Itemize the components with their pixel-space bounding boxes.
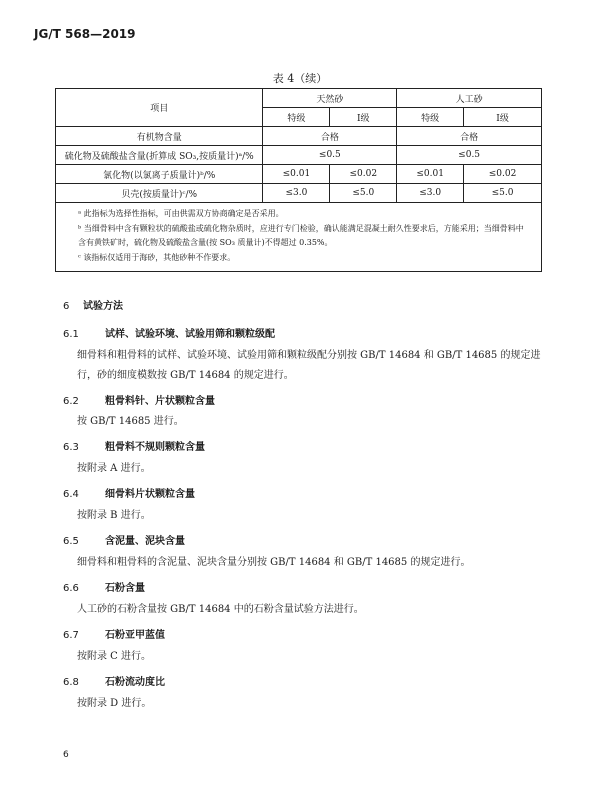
header-grade-one: Ⅰ级 bbox=[330, 108, 397, 127]
header-artificial-sand: 人工砂 bbox=[397, 89, 542, 108]
document-header: JG/T 568—2019 bbox=[34, 27, 136, 41]
section-6-5-heading bbox=[63, 532, 185, 547]
cell-value: ≤5.0 bbox=[330, 184, 397, 203]
header-natural-sand: 天然砂 bbox=[263, 89, 397, 108]
cell-value: ≤0.02 bbox=[330, 165, 397, 184]
section-title: 细骨料片状颗粒含量 bbox=[105, 489, 195, 500]
section-6-5-text: 细骨料和粗骨料的含泥量、泥块含量分别按 GB/T 14684 和 GB/T 14685 的规定进行。 bbox=[77, 557, 471, 568]
cell-value: ≤0.01 bbox=[397, 165, 464, 184]
section-6-3-heading bbox=[63, 438, 205, 453]
table-row bbox=[56, 146, 542, 165]
section-title: 试验方法 bbox=[83, 301, 123, 312]
section-6-8-heading bbox=[63, 673, 165, 688]
row-label: 硫化物及硫酸盐含量(折算成 SO₃,按质量计)ᵃ/% bbox=[56, 146, 263, 165]
table-caption: 表 4（续） bbox=[272, 72, 328, 85]
row-label: 有机物含量 bbox=[56, 127, 263, 146]
cell-value: 合格 bbox=[397, 127, 542, 146]
section-number: 6.6 bbox=[63, 583, 79, 594]
section-title: 石粉含量 bbox=[105, 583, 145, 594]
section-title: 石粉流动度比 bbox=[105, 677, 165, 688]
row-label: 贝壳(按质量计)ᶜ/% bbox=[56, 184, 263, 203]
table-row bbox=[56, 127, 542, 146]
section-6-2-text: 按 GB/T 14685 进行。 bbox=[77, 416, 184, 427]
header-grade-special: 特级 bbox=[263, 108, 330, 127]
header-item: 项目 bbox=[56, 89, 263, 127]
section-title: 试样、试验环境、试验用筛和颗粒级配 bbox=[105, 329, 275, 340]
section-number: 6 bbox=[63, 301, 70, 312]
cell-value: ≤0.5 bbox=[263, 146, 397, 165]
section-number: 6.2 bbox=[63, 396, 79, 407]
section-6-4-heading bbox=[63, 485, 195, 500]
table-note: ᵇ 当细骨料中含有颗粒状的硫酸盐或硫化物杂质时，应进行专门检验，确认能满足混凝土耐久性要求后，方能采用；当细骨料中含有黄铁矿时，硫化物及硫酸盐含量(按 SO₃ 质量计)不得超过 0.35%。 bbox=[78, 223, 524, 247]
page-number: 6 bbox=[63, 750, 69, 760]
table-row bbox=[56, 184, 542, 203]
section-number: 6.7 bbox=[63, 630, 79, 641]
section-6-7-heading bbox=[63, 626, 165, 641]
section-6-6-text: 人工砂的石粉含量按 GB/T 14684 中的石粉含量试验方法进行。 bbox=[77, 604, 364, 615]
section-6-heading bbox=[63, 297, 123, 312]
section-6-8-text: 按附录 D 进行。 bbox=[77, 698, 152, 709]
section-title: 粗骨料不规则颗粒含量 bbox=[105, 442, 205, 453]
section-6-4-text: 按附录 B 进行。 bbox=[77, 510, 151, 521]
cell-value: ≤3.0 bbox=[263, 184, 330, 203]
section-6-1-heading bbox=[63, 325, 275, 340]
header-grade-special: 特级 bbox=[397, 108, 464, 127]
table-row bbox=[56, 165, 542, 184]
header-grade-one: Ⅰ级 bbox=[464, 108, 542, 127]
section-number: 6.3 bbox=[63, 442, 79, 453]
section-number: 6.5 bbox=[63, 536, 79, 547]
cell-value: 合格 bbox=[263, 127, 397, 146]
section-title: 粗骨料针、片状颗粒含量 bbox=[105, 396, 215, 407]
row-label: 氯化物(以氯离子质量计)ᵇ/% bbox=[56, 165, 263, 184]
section-number: 6.8 bbox=[63, 677, 79, 688]
section-6-2-heading bbox=[63, 392, 215, 407]
section-6-3-text: 按附录 A 进行。 bbox=[77, 463, 151, 474]
table-note: ᶜ 该指标仅适用于海砂，其他砂种不作要求。 bbox=[78, 252, 236, 262]
table-4 bbox=[55, 88, 542, 272]
section-number: 6.1 bbox=[63, 329, 79, 340]
section-title: 石粉亚甲蓝值 bbox=[105, 630, 165, 641]
cell-value: ≤0.02 bbox=[464, 165, 542, 184]
section-6-6-heading bbox=[63, 579, 145, 594]
section-number: 6.4 bbox=[63, 489, 79, 500]
cell-value: ≤0.01 bbox=[263, 165, 330, 184]
table-note: ᵃ 此指标为选择性指标，可由供需双方协商确定是否采用。 bbox=[78, 209, 284, 218]
section-title: 含泥量、泥块含量 bbox=[105, 536, 185, 547]
cell-value: ≤3.0 bbox=[397, 184, 464, 203]
section-6-1-text: 细骨料和粗骨料的试样、试验环境、试验用筛和颗粒级配分别按 GB/T 14684 和 GB/T 14685 的规定进行，砂的细度模数按 GB/T 14684 的规定进行。 bbox=[77, 350, 541, 381]
cell-value: ≤5.0 bbox=[464, 184, 542, 203]
cell-value: ≤0.5 bbox=[397, 146, 542, 165]
table-notes bbox=[56, 203, 542, 272]
section-6-7-text: 按附录 C 进行。 bbox=[77, 651, 152, 662]
